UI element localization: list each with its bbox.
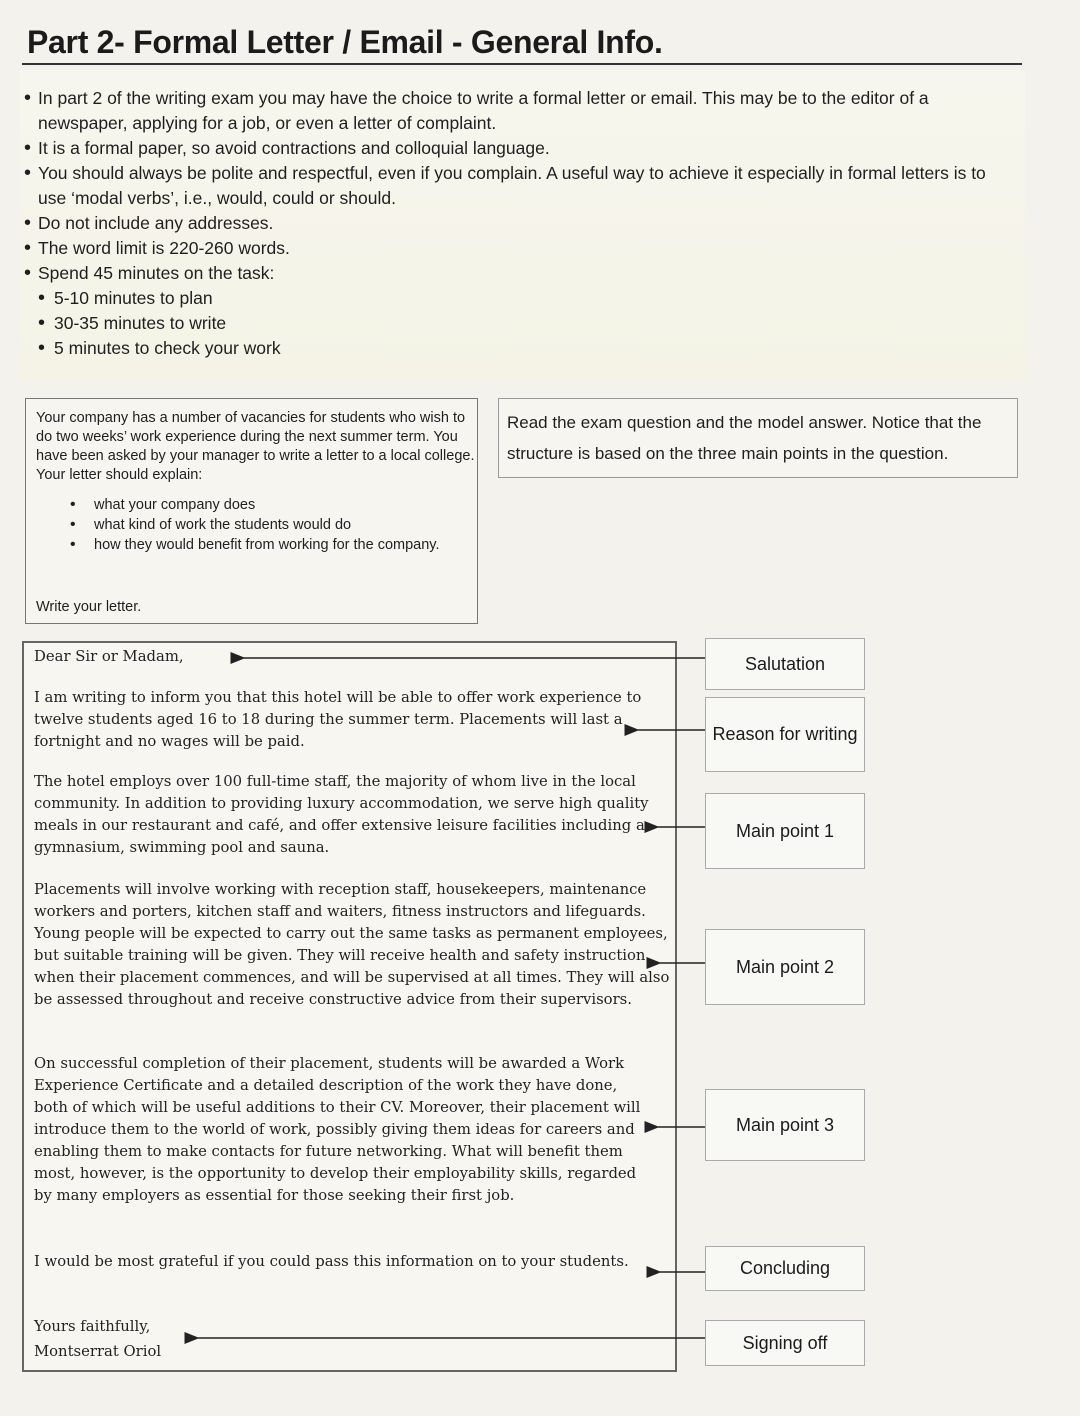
exam-question-points bbox=[36, 495, 467, 555]
exam-question-text: Your company has a number of vacancies for students who wish to do two weeks’ work experience during the next summer term. You have been asked by your manager to write a letter to a local college. Your letter should explain: bbox=[36, 410, 475, 483]
label-main-point-1: Main point 1 bbox=[705, 793, 865, 869]
label-salutation: Salutation bbox=[705, 638, 865, 690]
letter-main-point-3: On successful completion of their placement, students will be awarded a Work Experience Certificate and a detailed description of the work they have done, both of which will be useful additions to their CV. Moreover, their placement will introduce them to the world of work, possibly giving them ideas for careers and enabling them to make contacts for future networking. What will benefit them most, however, is the opportunity to develop their employability skills, regarded by many employers as essential for those seeking their first job. bbox=[34, 1055, 641, 1204]
label-reason-for-writing: Reason for writing bbox=[705, 697, 865, 772]
time-breakdown-item: • 5 minutes to check your work bbox=[24, 336, 1014, 361]
exam-question-box bbox=[25, 398, 478, 624]
reading-note: Read the exam question and the model answer. Notice that the structure is based on the three main points in the question. bbox=[498, 398, 1018, 478]
label-main-point-3: Main point 3 bbox=[705, 1089, 865, 1161]
intro-bullet: • Spend 45 minutes on the task: bbox=[24, 261, 1014, 286]
intro-bullet: • You should always be polite and respectful, even if you complain. A useful way to achieve it especially in formal letters is to use ‘modal verbs’, i.e., would, could or should. bbox=[24, 161, 1014, 211]
time-breakdown-item: • 5-10 minutes to plan bbox=[24, 286, 1014, 311]
letter-main-point-2: Placements will involve working with reception staff, housekeepers, maintenance workers and porters, kitchen staff and waiters, fitness instructors and lifeguards. Young people will be expected to carry out the same tasks as permanent employees, but suitable training will be given. They will receive health and safety instruction when their placement commences, and will be supervised at all times. They will also be assessed throughout and receive constructive advice from their supervisors. bbox=[34, 881, 670, 1008]
label-concluding: Concluding bbox=[705, 1246, 865, 1291]
exam-instruction: Write your letter. bbox=[36, 599, 142, 615]
intro-bullet: • It is a formal paper, so avoid contractions and colloquial language. bbox=[24, 136, 1014, 161]
time-breakdown-item: • 30-35 minutes to write bbox=[24, 311, 1014, 336]
title-divider bbox=[22, 63, 1022, 65]
letter-signature: Montserrat Oriol bbox=[34, 1343, 162, 1360]
intro-bullet: • Do not include any addresses. bbox=[24, 211, 1014, 236]
page-title: Part 2- Formal Letter / Email - General Info. bbox=[27, 24, 663, 60]
letter-concluding: I would be most grateful if you could pass this information on to your students. bbox=[34, 1253, 629, 1270]
model-letter bbox=[22, 641, 677, 1372]
letter-sign-off: Yours faithfully, bbox=[34, 1318, 151, 1335]
letter-salutation: Dear Sir or Madam, bbox=[34, 648, 184, 665]
exam-question-point: • what your company does bbox=[36, 495, 467, 515]
label-main-point-2: Main point 2 bbox=[705, 929, 865, 1005]
intro-bullet: • The word limit is 220-260 words. bbox=[24, 236, 1014, 261]
label-signing-off: Signing off bbox=[705, 1320, 865, 1366]
intro-bullet-list bbox=[24, 86, 1014, 361]
exam-question-point: • what kind of work the students would do bbox=[36, 515, 467, 535]
exam-question-point: • how they would benefit from working for the company. bbox=[36, 535, 467, 555]
letter-main-point-1: The hotel employs over 100 full-time staff, the majority of whom live in the local community. In addition to providing luxury accommodation, we serve high quality meals in our restaurant and café, and offer extensive leisure facilities including a gymnasium, swimming pool and sauna. bbox=[34, 773, 649, 856]
letter-reason-paragraph: I am writing to inform you that this hotel will be able to offer work experience to twelve students aged 16 to 18 during the summer term. Placements will last a fortnight and no wages will be paid. bbox=[34, 689, 642, 750]
intro-bullet: • In part 2 of the writing exam you may have the choice to write a formal letter or email. This may be to the editor of a newspaper, applying for a job, or even a letter of complaint. bbox=[24, 86, 1014, 136]
